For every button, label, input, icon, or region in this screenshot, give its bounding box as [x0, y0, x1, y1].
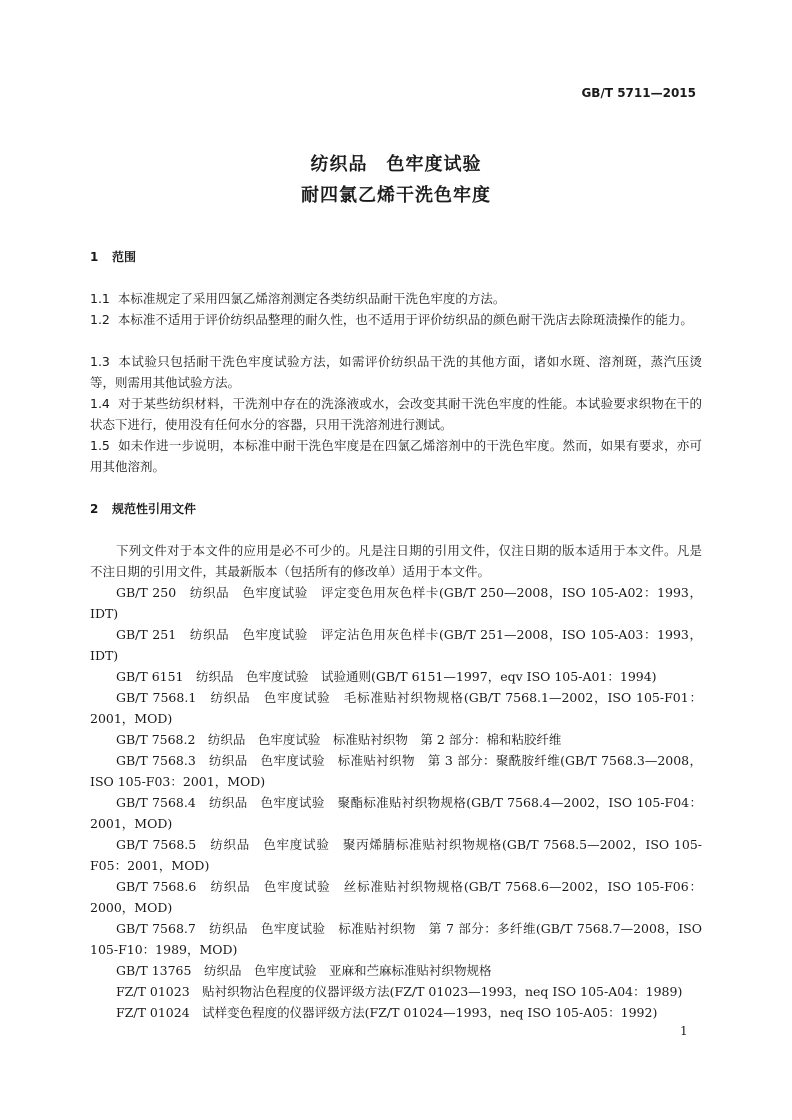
reference-entry: FZ/T 01024 试样变色程度的仪器评级方法(FZ/T 01024—1993，neq ISO 105-A05：1992): [116, 1005, 658, 1020]
clause-1-1: [90, 288, 702, 309]
reference-entry: GB/T 7568.3 纺织品 色牢度试验 标准贴衬织物 第 3 部分：聚酰胺纤维(GB/T 7568.3—2008，ISO 105-F03：2001，MOD): [90, 753, 702, 789]
clause-text: 本标准规定了采用四氯乙烯溶剂测定各类纺织品耐干洗色牢度的方法。: [117, 291, 506, 306]
section-2-heading: [90, 500, 196, 517]
clause-number: 1.3: [90, 354, 110, 369]
clause-1-4: [90, 393, 702, 435]
clause-text: 如未作进一步说明，本标准中耐干洗色牢度是在四氯乙烯溶剂中的干洗色牢度。然而，如果有要求，亦可用其他溶剂。: [90, 438, 702, 474]
title-line-1: 纺织品 色牢度试验: [310, 154, 482, 175]
clause-number: 1.2: [90, 312, 110, 327]
clause-1-2: [90, 309, 702, 330]
standard-code: GB/T 5711—2015: [581, 86, 696, 100]
reference-entry: GB/T 7568.7 纺织品 色牢度试验 标准贴衬织物 第 7 部分：多纤维(GB/T 7568.7—2008，ISO 105-F10：1989，MOD): [90, 921, 702, 957]
reference-entry: GB/T 13765 纺织品 色牢度试验 亚麻和苎麻标准贴衬织物规格: [116, 963, 492, 978]
section-title: 规范性引用文件: [112, 502, 197, 516]
clause-1-3: [90, 351, 702, 393]
reference-entry: GB/T 250 纺织品 色牢度试验 评定变色用灰色样卡(GB/T 250—2008，ISO 105-A02：1993，IDT): [90, 585, 702, 621]
section-title: 范围: [112, 250, 137, 264]
reference-entry: FZ/T 01023 贴衬织物沾色程度的仪器评级方法(FZ/T 01023—1993，neq ISO 105-A04：1989): [116, 984, 683, 999]
clause-text: 本标准不适用于评价纺织品整理的耐久性，也不适用于评价纺织品的颜色耐干洗店去除斑渍操作的能力。: [117, 312, 693, 327]
clause-number: 1.5: [90, 438, 110, 453]
clause-number: 1.1: [90, 291, 110, 306]
reference-entry: GB/T 7568.6 纺织品 色牢度试验 丝标准贴衬织物规格(GB/T 7568.6—2002，ISO 105-F06：2000，MOD): [90, 879, 702, 915]
section-2-intro: 下列文件对于本文件的应用是必不可少的。凡是注日期的引用文件，仅注日期的版本适用于本文件。凡是不注日期的引用文件，其最新版本（包括所有的修改单）适用于本文件。: [90, 543, 702, 579]
clause-number: 1.4: [90, 396, 110, 411]
reference-entry: GB/T 7568.2 纺织品 色牢度试验 标准贴衬织物 第 2 部分：棉和粘胶纤维: [116, 732, 562, 747]
section-number: 1: [90, 250, 99, 264]
clause-text: 对于某些纺织材料，干洗剂中存在的洗涤液或水，会改变其耐干洗色牢度的性能。本试验要求织物在干的状态下进行，使用没有任何水分的容器，只用干洗溶剂进行测试。: [90, 396, 702, 432]
section-number: 2: [90, 502, 99, 516]
reference-entry: GB/T 6151 纺织品 色牢度试验 试验通则(GB/T 6151—1997，eqv ISO 105-A01：1994): [116, 669, 657, 684]
clause-text: 本试验只包括耐干洗色牢度试验方法，如需评价纺织品干洗的其他方面，诸如水斑、溶剂斑，蒸汽压烫等，则需用其他试验方法。: [90, 354, 702, 390]
section-1-heading: [90, 248, 136, 265]
page-number: 1: [680, 1024, 688, 1038]
reference-entry: GB/T 7568.5 纺织品 色牢度试验 聚丙烯腈标准贴衬织物规格(GB/T 7568.5—2002，ISO 105-F05：2001，MOD): [90, 837, 702, 873]
clause-1-5: [90, 435, 702, 477]
reference-entry: GB/T 251 纺织品 色牢度试验 评定沾色用灰色样卡(GB/T 251—2008，ISO 105-A03：1993，IDT): [90, 627, 702, 663]
reference-entry: GB/T 7568.4 纺织品 色牢度试验 聚酯标准贴衬织物规格(GB/T 7568.4—2002，ISO 105-F04：2001，MOD): [90, 795, 702, 831]
title-line-2: 耐四氯乙烯干洗色牢度: [301, 185, 491, 206]
reference-entry: GB/T 7568.1 纺织品 色牢度试验 毛标准贴衬织物规格(GB/T 7568.1—2002，ISO 105-F01：2001，MOD): [90, 690, 702, 726]
